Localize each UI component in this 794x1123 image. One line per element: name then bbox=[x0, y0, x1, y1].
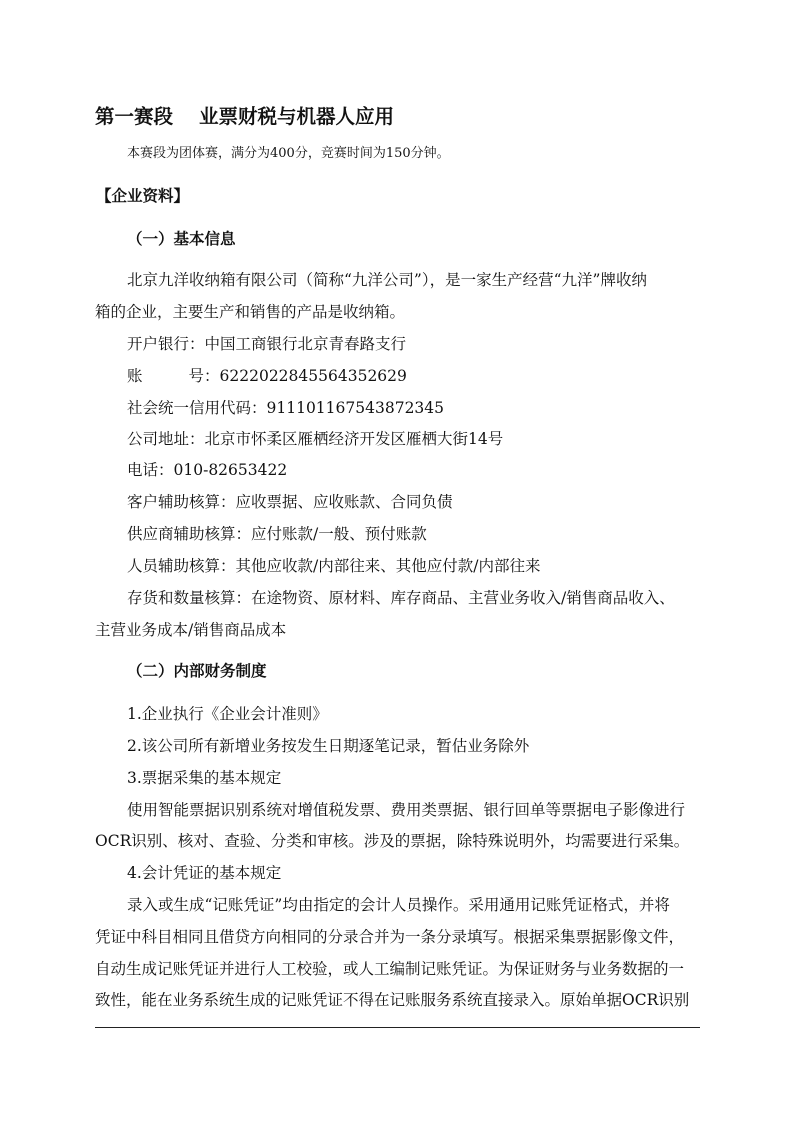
title-stage: 第一赛段 bbox=[95, 105, 174, 128]
company-info-heading: 【企业资料】 bbox=[96, 186, 190, 205]
rule-3-heading: 3.票据采集的基本规定 bbox=[127, 769, 282, 787]
personnel-aux-line: 人员辅助核算：其他应收款/内部往来、其他应付款/内部往来 bbox=[127, 557, 541, 575]
inventory-line-2: 主营业务成本/销售商品成本 bbox=[95, 621, 287, 639]
phone-line: 电话：010-82653422 bbox=[127, 461, 288, 479]
rule-4-line-3: 自动生成记账凭证并进行人工校验，或人工编制记账凭证。为保证财务与业务数据的一 bbox=[95, 960, 685, 978]
rule-4-line-4: 致性，能在业务系统生成的记账凭证不得在记账服务系统直接录入。原始单据OCR识别 bbox=[95, 991, 690, 1009]
rule-4-heading: 4.会计凭证的基本规定 bbox=[127, 864, 282, 882]
company-para-line-1: 北京九洋收纳箱有限公司（简称“九洋公司”），是一家生产经营“九洋”牌收纳 bbox=[127, 271, 647, 289]
stage-intro: 本赛段为团体赛，满分为400分，竞赛时间为150分钟。 bbox=[127, 146, 450, 161]
footer-divider bbox=[95, 1027, 700, 1028]
account-number: 号：6222022845564352629 bbox=[188, 367, 407, 385]
supplier-aux-line: 供应商辅助核算：应付账款/一般、预付账款 bbox=[127, 525, 427, 543]
address-line: 公司地址：北京市怀柔区雁栖经济开发区雁栖大街14号 bbox=[127, 430, 504, 448]
rule-3-line-2: OCR识别、核对、查验、分类和审核。涉及的票据，除特殊说明外，均需要进行采集。 bbox=[95, 832, 690, 850]
rule-2: 2.该公司所有新增业务按发生日期逐笔记录，暂估业务除外 bbox=[127, 737, 530, 755]
rule-3-line-1: 使用智能票据识别系统对增值税发票、费用类票据、银行回单等票据电子影像进行 bbox=[127, 801, 686, 819]
basic-info-heading: （一）基本信息 bbox=[127, 229, 236, 248]
bank-line: 开户银行：中国工商银行北京青春路支行 bbox=[127, 335, 407, 353]
credit-code-line: 社会统一信用代码：911101167543872345 bbox=[127, 399, 445, 417]
title-topic: 业票财税与机器人应用 bbox=[199, 105, 395, 128]
page-title bbox=[95, 104, 394, 130]
finance-rules-heading: （二）内部财务制度 bbox=[127, 661, 267, 680]
rule-4-line-2: 凭证中科目相同且借贷方向相同的分录合并为一条分录填写。根据采集票据影像文件， bbox=[95, 928, 685, 946]
rule-1: 1.企业执行《企业会计准则》 bbox=[127, 705, 328, 723]
inventory-line-1: 存货和数量核算：在途物资、原材料、库存商品、主营业务收入/销售商品收入、 bbox=[127, 589, 675, 607]
rule-4-line-1: 录入或生成“记账凭证”均由指定的会计人员操作。采用通用记账凭证格式，并将 bbox=[127, 896, 670, 914]
company-para-line-2: 箱的企业，主要生产和销售的产品是收纳箱。 bbox=[95, 303, 406, 321]
customer-aux-line: 客户辅助核算：应收票据、应收账款、合同负债 bbox=[127, 493, 453, 511]
account-line bbox=[127, 366, 407, 386]
account-label-a: 账 bbox=[127, 367, 143, 385]
